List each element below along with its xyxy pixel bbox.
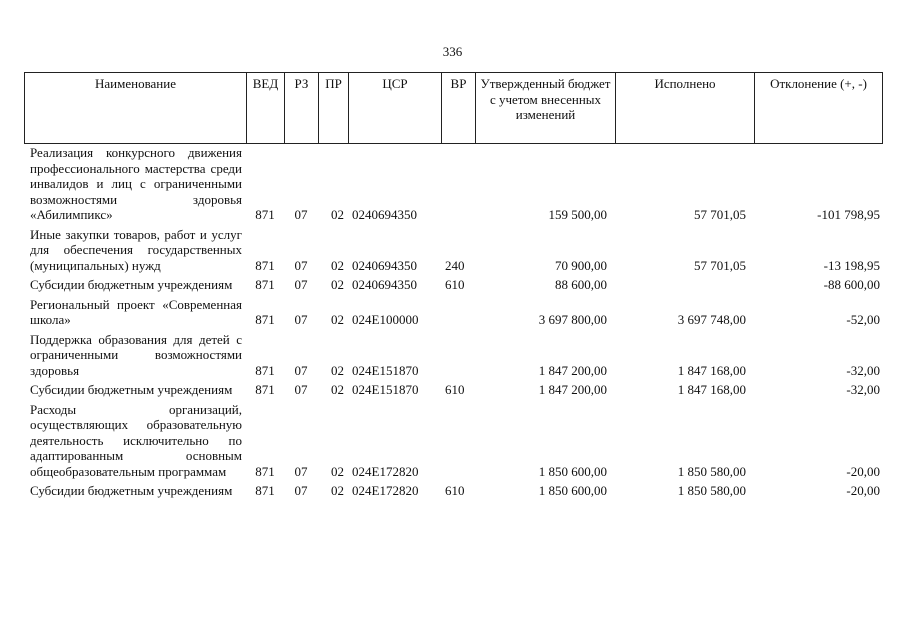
row-executed: 1 850 580,00 (677, 463, 746, 479)
row-vr (441, 400, 475, 482)
row-executed (615, 275, 754, 295)
row-vr: 240 (445, 257, 465, 273)
row-pr: 02 (331, 382, 344, 397)
table-row (24, 225, 882, 276)
row-pr: 02 (331, 277, 344, 292)
budget-table (24, 143, 882, 501)
row-name: Субсидии бюджетным учреждениям (30, 382, 233, 397)
row-pr: 02 (331, 483, 344, 498)
row-vr: 610 (445, 277, 465, 292)
row-csr: 024E100000 (352, 312, 419, 327)
row-deviation: -101 798,95 (817, 207, 880, 222)
row-ved: 871 (255, 277, 275, 292)
row-ved: 871 (255, 207, 275, 222)
row-rz: 07 (294, 382, 308, 397)
row-pr: 02 (331, 207, 344, 222)
row-rz: 07 (294, 277, 308, 292)
row-vr (441, 295, 475, 330)
table-header (24, 72, 883, 144)
row-pr: 02 (331, 362, 344, 378)
table-row (24, 143, 882, 225)
row-deviation: -32,00 (846, 382, 880, 397)
row-vr: 610 (445, 483, 465, 498)
row-deviation: -32,00 (846, 362, 880, 378)
page-number: 336 (442, 44, 463, 59)
row-executed: 57 701,05 (694, 257, 746, 273)
row-executed: 1 847 168,00 (677, 382, 746, 397)
row-deviation: -20,00 (846, 463, 880, 479)
row-deviation: -88 600,00 (823, 277, 880, 292)
row-ved: 871 (255, 362, 275, 378)
row-ved: 871 (255, 483, 275, 498)
row-deviation: -20,00 (846, 483, 880, 498)
row-ved: 871 (255, 257, 275, 273)
row-pr: 02 (331, 312, 344, 327)
row-approved: 70 900,00 (555, 257, 607, 273)
row-pr: 02 (331, 463, 344, 479)
header-approved: Утвержденный бюджет с учетом внесенных изменений (476, 73, 616, 144)
row-rz: 07 (294, 483, 308, 498)
row-name: Реализация конкурсного движения профессионального мастерства среди инвалидов и лиц с ограниченными возможностями здоровья «Абилимпикс» (30, 145, 242, 222)
header-executed: Исполнено (616, 73, 755, 144)
row-csr: 0240694350 (352, 207, 417, 222)
row-approved: 3 697 800,00 (538, 312, 607, 327)
row-csr: 024E151870 (352, 382, 419, 397)
row-rz: 07 (294, 362, 308, 378)
row-pr: 02 (331, 257, 344, 273)
header-name: Наименование (25, 73, 247, 144)
row-name: Региональный проект «Современная школа» (30, 296, 242, 327)
row-approved: 1 847 200,00 (538, 382, 607, 397)
table-row (24, 400, 882, 482)
row-rz: 07 (294, 257, 308, 273)
row-approved: 88 600,00 (555, 277, 607, 292)
row-ved: 871 (255, 463, 275, 479)
row-name: Поддержка образования для детей с ограниченными возможностями здоровья (30, 331, 242, 378)
row-ved: 871 (255, 382, 275, 397)
row-approved: 159 500,00 (548, 207, 607, 222)
row-name: Расходы организаций, осуществляющих образовательную деятельность исключительно по адаптированным основным общеобразовательным программам (30, 401, 242, 479)
row-csr: 024E172820 (352, 463, 419, 479)
row-executed: 3 697 748,00 (677, 312, 746, 327)
row-vr (441, 143, 475, 225)
row-approved: 1 850 600,00 (538, 483, 607, 498)
table-body (24, 143, 882, 501)
header-vr: ВР (442, 73, 476, 144)
row-ved: 871 (255, 312, 275, 327)
row-csr: 024E151870 (352, 362, 419, 378)
header-csr: ЦСР (349, 73, 442, 144)
row-deviation: -13 198,95 (823, 257, 880, 273)
row-csr: 0240694350 (352, 257, 417, 273)
table-row (24, 275, 882, 295)
table-row (24, 330, 882, 381)
row-rz: 07 (294, 312, 308, 327)
row-csr: 0240694350 (352, 277, 417, 292)
header-rz: РЗ (285, 73, 319, 144)
header-pr: ПР (319, 73, 349, 144)
row-rz: 07 (294, 207, 308, 222)
row-csr: 024E172820 (352, 483, 419, 498)
header-ved: ВЕД (247, 73, 285, 144)
row-approved: 1 850 600,00 (538, 463, 607, 479)
row-rz: 07 (294, 463, 308, 479)
row-executed: 57 701,05 (694, 207, 746, 222)
row-approved: 1 847 200,00 (538, 362, 607, 378)
row-name: Субсидии бюджетным учреждениям (30, 277, 233, 292)
row-vr (441, 330, 475, 381)
row-name: Субсидии бюджетным учреждениям (30, 483, 233, 498)
row-deviation: -52,00 (846, 312, 880, 327)
row-name: Иные закупки товаров, работ и услуг для обеспечения государственных (муниципальных) нужд (30, 226, 242, 273)
header-deviation: Отклонение (+, -) (755, 73, 883, 144)
row-executed: 1 850 580,00 (677, 483, 746, 498)
table-row (24, 295, 882, 330)
table-row (24, 380, 882, 400)
table-row (24, 481, 882, 501)
row-executed: 1 847 168,00 (677, 362, 746, 378)
row-vr: 610 (445, 382, 465, 397)
